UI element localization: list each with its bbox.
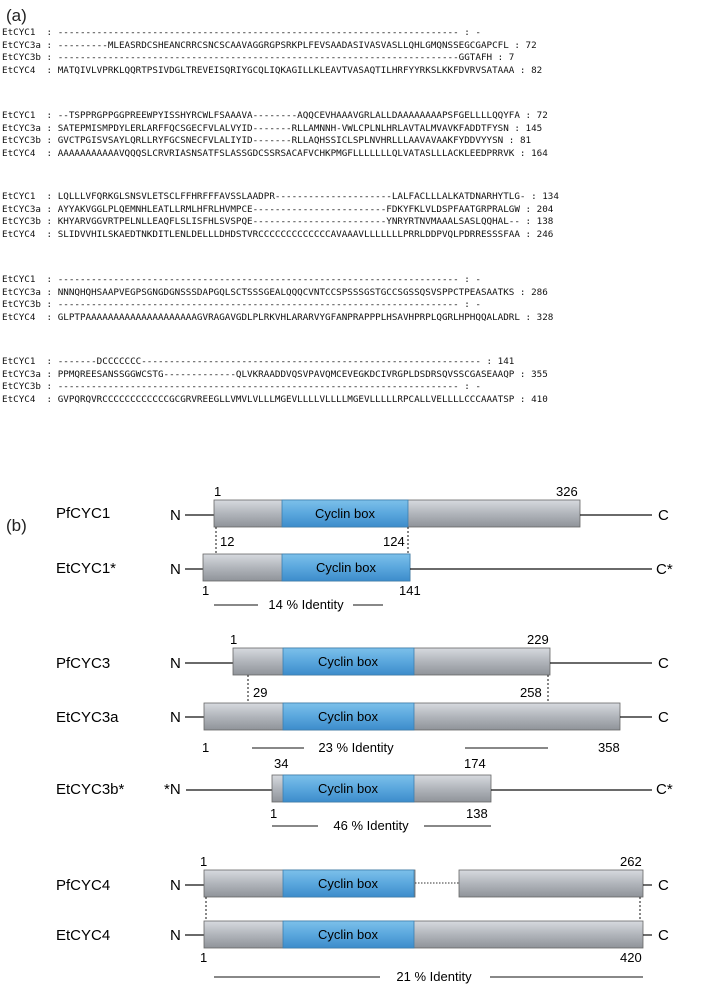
sequence-residues: -------DCCCCCCC-------------------------------------------------------------: [57, 356, 481, 367]
residue-number: 29: [253, 685, 268, 700]
cyclin-box-label: Cyclin box: [318, 927, 378, 942]
sequence-name: EtCYC1 :: [2, 274, 58, 285]
sequence-residues: NNNQHQHSAAPVEGPSGNGDGNSSSDAPGQLSCTSSSGEALQQQCVNTCCSPSSSGSTGCCSGSSQSVSPPCTPEASAATKS: [57, 286, 515, 298]
residue-number: 1: [214, 484, 222, 499]
sequence-residues: AAAAAAAAAAAVQQQSLCRVRIASNSATFSLASSGDCSSRSACAFVCHKPMGFLLLLLLLQLVATASLLLACKLEEDPRRVK: [57, 148, 515, 160]
c-terminus-label: C: [658, 507, 669, 524]
sequence-name: EtCYC1 :: [2, 356, 58, 367]
residue-number: 1: [200, 950, 208, 965]
protein-name-etcyc1: EtCYC1*: [56, 560, 117, 577]
sequence-name: EtCYC3a :: [2, 286, 58, 298]
residue-number: 34: [274, 756, 289, 771]
sequence-name: EtCYC1 :: [2, 110, 58, 121]
group-cyc4: [56, 854, 669, 984]
cyclin-box-label: Cyclin box: [316, 560, 376, 575]
n-terminus-label: N: [170, 561, 181, 578]
identity-label: 21 % Identity: [396, 969, 472, 984]
group-cyc3b: [56, 756, 673, 833]
sequence-end-number: : 410: [514, 394, 548, 406]
sequence-residues: GVCTPGISVSAYLQRLLRYFGCSNECFVLALIYID-------RLLAQHSSICLSPLNVHRLLLAAVAVAAKFYDDVYYSN: [57, 135, 504, 147]
n-terminus-label: N: [170, 877, 181, 894]
sequence-residues: KHYARVGGVRTPELNLLEAQFLSLISFHLSVSPQE------------------------YNRYRTNVMAAALSASLQQHAL--: [57, 216, 520, 228]
sequence-residues: ------------------------------------------------------------------------: [57, 299, 459, 311]
sequence-end-number: : 246: [519, 229, 554, 241]
c-terminus-label: C: [658, 877, 669, 894]
sequence-name: EtCYC4 :: [2, 229, 58, 241]
cyclin-box-label: Cyclin box: [318, 876, 378, 891]
sequence-name: EtCYC4 :: [2, 312, 58, 324]
protein-name-etcyc3a: EtCYC3a: [56, 709, 119, 726]
residue-number: 1: [202, 583, 210, 598]
residue-number: 420: [620, 950, 642, 965]
sequence-residues: PPMQREESANSSGGWCSTG-------------QLVKRAADDVQSVPAVQMCEVEGKDCIVRGPLDSDRSQVSSCGASEAAQP: [57, 368, 515, 380]
sequence-residues: AYYAKVGGLPLQEMNHLEATLLRMLHFRLHVMPCE------------------------FDKYFKLVLDSPFAATGRPRALGW: [57, 203, 520, 215]
residue-number: 258: [520, 685, 542, 700]
protein-bar-etcyc4: [204, 921, 643, 948]
n-terminus-label: N: [170, 927, 181, 944]
n-terminus-label: *N: [164, 781, 181, 798]
sequence-end-number: : -: [458, 381, 481, 393]
protein-bar-pfcyc4-part2: [459, 870, 643, 897]
n-terminus-label: N: [170, 709, 181, 726]
sequence-residues: ---------MLEASRDCSHEANCRRCSNCSCAAVAGGRGPSRKPLFEVSAADASIVASVASLLQHLGMQNSSEGCGAPCFL: [57, 39, 509, 51]
sequence-residues: ------------------------------------------------------------------------GGTAFH: [57, 52, 493, 64]
protein-name-pfcyc1: PfCYC1: [56, 505, 111, 522]
sequence-residues: ------------------------------------------------------------------------: [57, 274, 459, 285]
sequence-name: EtCYC3a :: [2, 39, 58, 51]
residue-number: 174: [464, 756, 486, 771]
sequence-name: EtCYC3b :: [2, 216, 58, 228]
sequence-end-number: : 164: [514, 148, 548, 160]
n-terminus-label: N: [170, 507, 181, 524]
c-terminus-label: C: [658, 709, 669, 726]
residue-number: 12: [220, 534, 235, 549]
panel-b-label: (b): [6, 516, 27, 535]
sequence-name: EtCYC1 :: [2, 27, 58, 38]
sequence-end-number: : -: [458, 274, 481, 285]
sequence-end-number: : 72: [519, 110, 548, 121]
sequence-end-number: : 141: [480, 356, 515, 367]
sequence-end-number: : 7: [492, 52, 515, 64]
sequence-name: EtCYC3a :: [2, 368, 58, 380]
group-cyc3: [56, 632, 669, 755]
residue-number: 1: [230, 632, 238, 647]
residue-number: 358: [598, 740, 620, 755]
cyclin-box-label: Cyclin box: [318, 654, 378, 669]
sequence-end-number: : -: [458, 27, 481, 38]
sequence-name: EtCYC3b :: [2, 299, 58, 311]
c-terminus-label: C: [658, 655, 669, 672]
cyclin-box-label: Cyclin box: [318, 709, 378, 724]
group-cyc1: [56, 484, 673, 612]
c-terminus-label: C: [658, 927, 669, 944]
sequence-residues: SATEPMISMPDYLERLARFFQCSGECFVLALVYID-------RLLAMNNH-VWLCPLNLHRLAVTALMVAVKFADDTFYSN: [57, 122, 509, 134]
sequence-name: EtCYC3a :: [2, 122, 58, 134]
c-terminus-label: C*: [656, 561, 673, 578]
sequence-residues: GVPQRQVRCCCCCCCCCCCCGCGRVREEGLLVMVLVLLLMGEVLLLLVLLLLMGEVLLLLLRPCALLVELLLLCCCAAATSP: [57, 394, 515, 406]
sequence-end-number: : 72: [508, 39, 537, 51]
protein-name-pfcyc4: PfCYC4: [56, 877, 111, 894]
sequence-name: EtCYC3a :: [2, 203, 58, 215]
sequence-name: EtCYC1 :: [2, 191, 58, 202]
residue-number: 229: [527, 632, 549, 647]
sequence-end-number: : 82: [514, 65, 543, 77]
protein-name-pfcyc3: PfCYC3: [56, 655, 111, 672]
sequence-residues: ------------------------------------------------------------------------: [57, 381, 459, 393]
sequence-end-number: : 145: [508, 122, 543, 134]
sequence-name: EtCYC4 :: [2, 65, 58, 77]
sequence-end-number: : 138: [519, 216, 554, 228]
sequence-name: EtCYC3b :: [2, 135, 58, 147]
residue-number: 262: [620, 854, 642, 869]
sequence-residues: MATQIVLVPRKLQQRTPSIVDGLTREVEISQRIYGCQLIQKAGILLKLEAVTVASAQTILHRFYYRKSLKKFDVRVSATAAA: [57, 65, 515, 77]
sequence-end-number: : 134: [525, 191, 559, 202]
sequence-end-number: : 81: [503, 135, 532, 147]
residue-number: 138: [466, 806, 488, 821]
sequence-name: EtCYC4 :: [2, 148, 58, 160]
sequence-residues: LQLLLVFQRKGLSNSVLETSCLFFHRFFFAVSSLAADPR---------------------LALFACLLLALKATDNARHYTLG-: [57, 191, 526, 202]
n-terminus-label: N: [170, 655, 181, 672]
protein-name-etcyc4: EtCYC4: [56, 927, 111, 944]
residue-number: 141: [399, 583, 421, 598]
sequence-residues: GLPTPAAAAAAAAAAAAAAAAAAAAGVRAGAVGDLPLRKVHLARARVYGFANPRAPPPLHSAVHPRPLQGRLHPHQQALADRL: [57, 312, 520, 324]
protein-name-etcyc3b: EtCYC3b*: [56, 781, 125, 798]
sequence-residues: SLIDVVHILSKAEDTNKDITLENLDELLLDHDSTVRCCCCCCCCCCCCCAVAAAVLLLLLLLPRRLDDPVQLPDRRESSSFAA: [57, 229, 520, 241]
sequence-end-number: : 286: [514, 286, 548, 298]
sequence-end-number: : -: [458, 299, 481, 311]
residue-number: 124: [383, 534, 405, 549]
cyclin-box-label: Cyclin box: [318, 781, 378, 796]
identity-label: 23 % Identity: [318, 740, 394, 755]
sequence-residues: ------------------------------------------------------------------------: [57, 27, 459, 38]
residue-number: 1: [270, 806, 278, 821]
panel-a-label: (a): [6, 6, 27, 25]
sequence-name: EtCYC4 :: [2, 394, 58, 406]
sequence-end-number: : 355: [514, 368, 548, 380]
identity-label: 46 % Identity: [333, 818, 409, 833]
sequence-end-number: : 328: [519, 312, 554, 324]
sequence-name: EtCYC3b :: [2, 52, 58, 64]
residue-number: 1: [202, 740, 210, 755]
sequence-end-number: : 204: [519, 203, 554, 215]
c-terminus-label: C*: [656, 781, 673, 798]
identity-label: 14 % Identity: [268, 597, 344, 612]
residue-number: 326: [556, 484, 578, 499]
cyclin-box-label: Cyclin box: [315, 506, 375, 521]
sequence-name: EtCYC3b :: [2, 381, 58, 393]
sequence-residues: --TSPPRGPPGGPREEWPYISSHYRCWLFSAAAVA--------AQQCEVHAAAVGRLALLDAAAAAAAAPSFGELLLLQQYFA: [57, 110, 520, 121]
residue-number: 1: [200, 854, 208, 869]
